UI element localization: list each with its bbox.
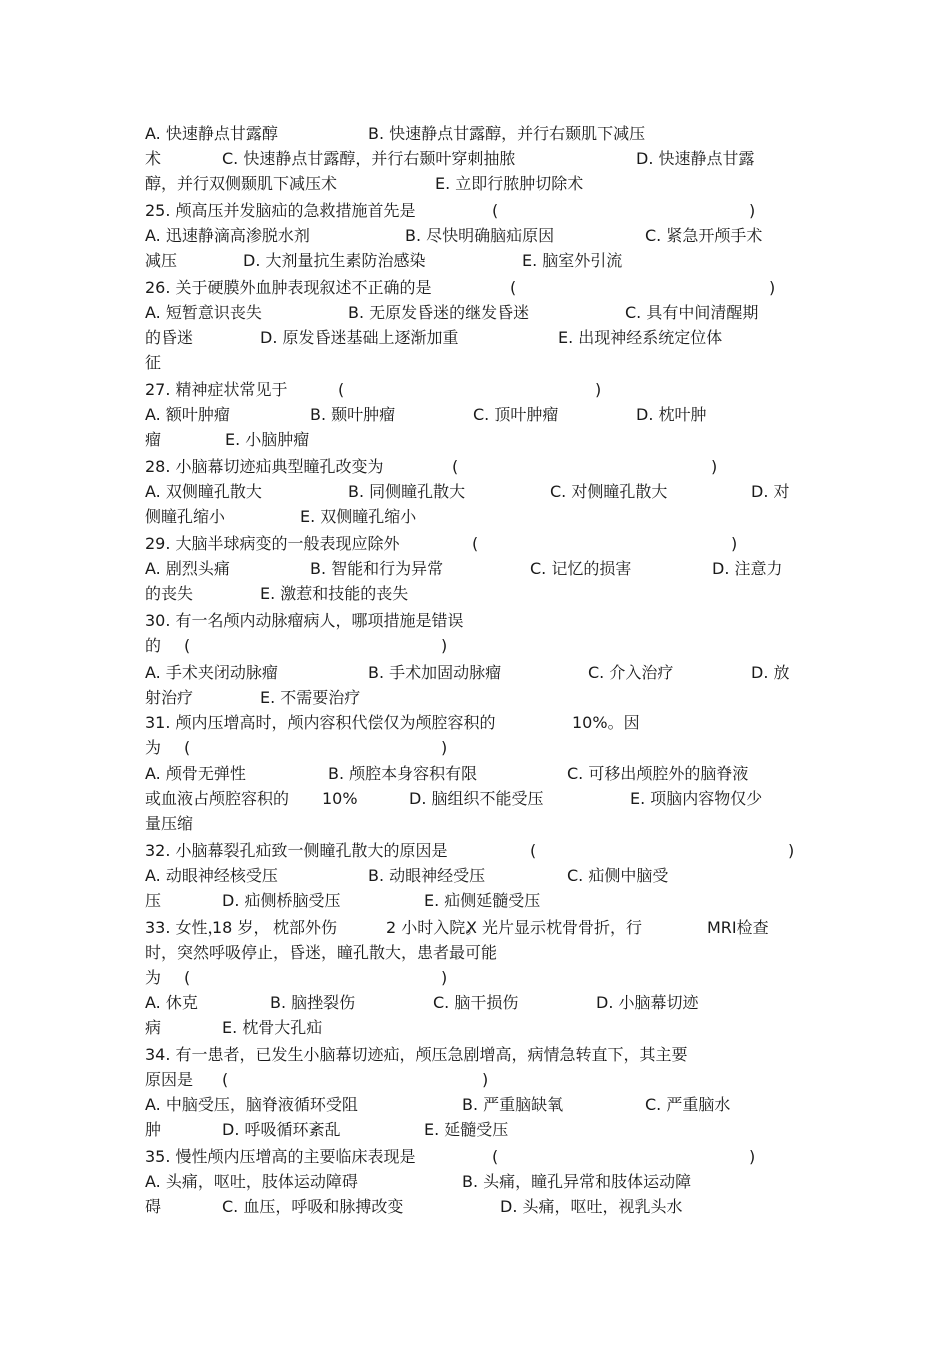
text-segment: 减压 <box>145 251 178 270</box>
text-segment: ) <box>441 636 448 655</box>
text-segment: D. 注意力 <box>712 559 783 578</box>
text-line <box>0 1043 950 1067</box>
text-segment: B. 颞叶肿瘤 <box>310 405 396 424</box>
text-segment: D. 头痛，呕吐，视乳头水 <box>500 1197 683 1216</box>
text-segment: 为 <box>145 968 162 987</box>
text-line <box>0 916 950 940</box>
text-segment: ( <box>184 636 191 655</box>
text-segment: 26. 关于硬膜外血肿表现叙述不正确的是 <box>145 278 432 297</box>
text-line <box>0 122 950 146</box>
text-line <box>0 609 950 633</box>
text-segment: A. 额叶肿瘤 <box>145 405 230 424</box>
text-segment: 25. 颅高压并发脑疝的急救措施首先是 <box>145 201 416 220</box>
text-segment: ( <box>492 201 499 220</box>
text-segment: 30. 有一名颅内动脉瘤病人，哪项措施是错误 <box>145 611 464 630</box>
text-segment: D. 小脑幕切迹 <box>596 993 699 1012</box>
text-segment: 32. 小脑幕裂孔疝致一侧瞳孔散大的原因是 <box>145 841 448 860</box>
text-segment: ( <box>492 1147 499 1166</box>
text-segment: 肿 <box>145 1120 162 1139</box>
text-line <box>0 686 950 710</box>
text-segment: C. 具有中间清醒期 <box>625 303 759 322</box>
text-segment: 征 <box>145 353 162 372</box>
text-segment: ( <box>452 457 459 476</box>
text-line <box>0 582 950 606</box>
text-line <box>0 1093 950 1117</box>
text-segment: E. 不需要治疗 <box>260 688 361 707</box>
text-line <box>0 812 950 836</box>
text-segment: ) <box>769 278 776 297</box>
text-segment: A. 休克 <box>145 993 198 1012</box>
text-segment: E. 枕骨大孔疝 <box>222 1018 323 1037</box>
text-segment: B. 尽快明确脑疝原因 <box>405 226 555 245</box>
text-segment: B. 脑挫裂伤 <box>270 993 356 1012</box>
text-segment: C. 可移出颅腔外的脑脊液 <box>567 764 749 783</box>
text-line <box>0 224 950 248</box>
text-segment: A. 短暂意识丧失 <box>145 303 262 322</box>
text-segment: A. 快速静点甘露醇 <box>145 124 278 143</box>
text-segment: B. 无原发昏迷的继发昏迷 <box>348 303 530 322</box>
text-segment: 的丧失 <box>145 584 194 603</box>
text-segment: A. 手术夹闭动脉瘤 <box>145 663 278 682</box>
text-segment: A. 颅骨无弹性 <box>145 764 246 783</box>
text-line <box>0 301 950 325</box>
text-segment: 27. 精神症状常见于 <box>145 380 288 399</box>
text-line <box>0 661 950 685</box>
text-segment: E. 疝侧延髓受压 <box>424 891 541 910</box>
text-segment: E. 激惹和技能的丧失 <box>260 584 409 603</box>
text-segment: B. 颅腔本身容积有限 <box>328 764 478 783</box>
text-line <box>0 1016 950 1040</box>
text-segment: MRI检查 <box>707 918 769 937</box>
text-line <box>0 762 950 786</box>
text-line <box>0 787 950 811</box>
text-segment: 原因是 <box>145 1070 194 1089</box>
text-segment: A. 动眼神经核受压 <box>145 866 278 885</box>
text-segment: ( <box>222 1070 229 1089</box>
text-line <box>0 966 950 990</box>
text-line <box>0 864 950 888</box>
text-segment: ) <box>482 1070 489 1089</box>
text-segment: ( <box>510 278 517 297</box>
text-segment: C. 记忆的损害 <box>530 559 632 578</box>
text-line <box>0 532 950 556</box>
text-segment: 18 岁， <box>212 918 270 937</box>
text-line <box>0 199 950 223</box>
text-segment: E. 双侧瞳孔缩小 <box>300 507 417 526</box>
text-segment: B. 智能和行为异常 <box>310 559 444 578</box>
text-segment: D. 呼吸循环紊乱 <box>222 1120 341 1139</box>
text-line <box>0 991 950 1015</box>
text-segment: A. 迅速静滴高渗脱水剂 <box>145 226 310 245</box>
text-segment: 术 <box>145 149 162 168</box>
text-segment: C. 血压，呼吸和脉搏改变 <box>222 1197 404 1216</box>
text-segment: E. 立即行脓肿切除术 <box>435 174 584 193</box>
text-segment: 枕部外伤 <box>273 918 338 937</box>
text-line <box>0 941 950 965</box>
text-segment: 33. 女性， <box>145 918 224 937</box>
text-segment: 或血液占颅腔容积的 <box>145 789 290 808</box>
text-line <box>0 736 950 760</box>
text-segment: ) <box>441 738 448 757</box>
text-segment: A. 中脑受压，脑脊液循环受阻 <box>145 1095 358 1114</box>
text-segment: 压 <box>145 891 162 910</box>
text-segment: 的 <box>145 636 162 655</box>
text-segment: C. 脑干损伤 <box>433 993 519 1012</box>
text-segment: ( <box>338 380 345 399</box>
text-line <box>0 480 950 504</box>
text-segment: 10% <box>322 789 358 808</box>
text-segment: A. 剧烈头痛 <box>145 559 230 578</box>
text-segment: D. 原发昏迷基础上逐渐加重 <box>260 328 459 347</box>
text-line <box>0 1195 950 1219</box>
text-line <box>0 455 950 479</box>
text-line <box>0 505 950 529</box>
text-segment: D. 脑组织不能受压 <box>409 789 544 808</box>
text-line <box>0 326 950 350</box>
text-segment: 35. 慢性颅内压增高的主要临床表现是 <box>145 1147 416 1166</box>
text-segment: ) <box>749 201 756 220</box>
text-segment: 29. 大脑半球病变的一般表现应除外 <box>145 534 400 553</box>
text-line <box>0 557 950 581</box>
text-segment: B. 头痛，瞳孔异常和肢体运动障 <box>462 1172 692 1191</box>
text-line <box>0 634 950 658</box>
text-segment: 时，突然呼吸停止，昏迷，瞳孔散大，患者最可能 <box>145 943 498 962</box>
text-segment: 量压缩 <box>145 814 194 833</box>
text-segment: D. 放 <box>751 663 790 682</box>
text-segment: E. 延髓受压 <box>424 1120 509 1139</box>
text-segment: E. 小脑肿瘤 <box>225 430 310 449</box>
text-segment: B. 同侧瞳孔散大 <box>348 482 466 501</box>
text-segment: C. 严重脑水 <box>645 1095 731 1114</box>
text-segment: 28. 小脑幕切迹疝典型瞳孔改变为 <box>145 457 384 476</box>
text-segment: C. 快速静点甘露醇，并行右颞叶穿刺抽脓 <box>222 149 516 168</box>
text-line <box>0 351 950 375</box>
text-segment: 瘤 <box>145 430 162 449</box>
text-line <box>0 1118 950 1142</box>
text-segment: C. 疝侧中脑受 <box>567 866 669 885</box>
text-line <box>0 711 950 735</box>
text-segment: ( <box>184 968 191 987</box>
text-segment: A. 头痛，呕吐，肢体运动障碍 <box>145 1172 358 1191</box>
text-segment: ( <box>530 841 537 860</box>
text-segment: C. 顶叶肿瘤 <box>473 405 559 424</box>
text-segment: D. 枕叶肿 <box>636 405 707 424</box>
text-segment: ( <box>472 534 479 553</box>
text-line <box>0 172 950 196</box>
text-segment: B. 手术加固动脉瘤 <box>368 663 502 682</box>
text-segment: 病 <box>145 1018 162 1037</box>
text-segment: C. 介入治疗 <box>588 663 674 682</box>
text-line <box>0 403 950 427</box>
text-line <box>0 1170 950 1194</box>
text-segment: 31. 颅内压增高时，颅内容积代偿仅为颅腔容积的 <box>145 713 496 732</box>
text-segment: 醇，并行双侧颞肌下减压术 <box>145 174 338 193</box>
text-line <box>0 249 950 273</box>
text-segment: 的昏迷 <box>145 328 194 347</box>
text-segment: X 光片显示枕骨骨折，行 <box>466 918 643 937</box>
text-segment: B. 动眼神经受压 <box>368 866 486 885</box>
text-line <box>0 1145 950 1169</box>
text-line <box>0 889 950 913</box>
text-segment: 10%。因 <box>572 713 640 732</box>
text-segment: B. 快速静点甘露醇，并行右颞肌下减压 <box>368 124 646 143</box>
text-segment: ) <box>595 380 602 399</box>
text-segment: A. 双侧瞳孔散大 <box>145 482 262 501</box>
text-segment: ) <box>441 968 448 987</box>
text-segment: 34. 有一患者，已发生小脑幕切迹疝，颅压急剧增高，病情急转直下，其主要 <box>145 1045 688 1064</box>
text-segment: ) <box>731 534 738 553</box>
text-segment: 射治疗 <box>145 688 194 707</box>
text-segment: D. 对 <box>751 482 790 501</box>
text-segment: 为 <box>145 738 162 757</box>
text-segment: E. 出现神经系统定位体 <box>558 328 723 347</box>
text-segment: E. 脑室外引流 <box>522 251 623 270</box>
text-line <box>0 1068 950 1092</box>
text-segment: E. 项脑内容物仅少 <box>630 789 763 808</box>
text-line <box>0 378 950 402</box>
text-segment: C. 紧急开颅手术 <box>645 226 763 245</box>
text-segment: D. 大剂量抗生素防治感染 <box>243 251 426 270</box>
text-segment: D. 快速静点甘露 <box>636 149 755 168</box>
text-segment: ) <box>711 457 718 476</box>
text-segment: ) <box>749 1147 756 1166</box>
text-segment: 2 小时入院。 <box>386 918 482 937</box>
text-segment: B. 严重脑缺氧 <box>462 1095 564 1114</box>
text-segment: ) <box>788 841 795 860</box>
text-line <box>0 428 950 452</box>
text-segment: D. 疝侧桥脑受压 <box>222 891 341 910</box>
text-segment: C. 对侧瞳孔散大 <box>550 482 668 501</box>
text-segment: 侧瞳孔缩小 <box>145 507 226 526</box>
text-segment: 碍 <box>145 1197 162 1216</box>
text-line <box>0 276 950 300</box>
text-line <box>0 839 950 863</box>
text-segment: ( <box>184 738 191 757</box>
text-line <box>0 147 950 171</box>
